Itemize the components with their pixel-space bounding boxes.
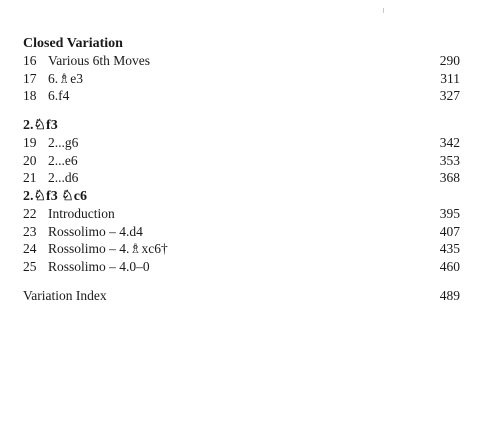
chapter-title: 6.♗e3: [48, 70, 83, 86]
chapter-number: 18: [23, 88, 37, 103]
chapter-title: Rossolimo – 4.♗xc6†: [48, 241, 168, 256]
chapter-title: Rossolimo – 4.d4: [48, 223, 143, 239]
toc-entry[interactable]: [23, 52, 460, 70]
section-heading: 2.♘f3: [23, 118, 58, 133]
page-number: 407: [439, 223, 460, 239]
chapter-title: Rossolimo – 4.0–0: [48, 258, 150, 274]
page-number: 435: [439, 241, 460, 256]
page-number: 342: [439, 135, 460, 150]
chapter-number: 23: [23, 223, 37, 239]
toc-entry[interactable]: [23, 169, 460, 187]
toc-entry[interactable]: [23, 70, 460, 88]
chapter-title: 2...e6: [48, 152, 78, 168]
toc-entry[interactable]: [23, 240, 460, 258]
page-number: 290: [439, 53, 460, 68]
page-number: 395: [439, 206, 460, 221]
toc-section-nf3-nc6: [23, 188, 460, 275]
index-title: Variation Index: [23, 288, 107, 303]
chapter-number: 20: [23, 152, 37, 168]
chapter-number: 24: [23, 241, 37, 256]
page-number: 353: [439, 152, 460, 168]
chapter-number: 25: [23, 258, 37, 274]
page-number: 460: [439, 258, 460, 274]
chapter-title: Introduction: [48, 206, 115, 221]
toc-entry[interactable]: [23, 258, 460, 276]
variation-index-entry[interactable]: [23, 287, 460, 305]
chapter-title: 2...g6: [48, 135, 79, 150]
page-number: 368: [439, 170, 460, 185]
toc-entry[interactable]: [23, 87, 460, 105]
chapter-number: 16: [23, 53, 37, 68]
chapter-number: 22: [23, 206, 37, 221]
chapter-number: 19: [23, 135, 37, 150]
toc-section-closed-variation: [23, 35, 460, 105]
chapter-title: Various 6th Moves: [48, 53, 150, 68]
page-number: 327: [439, 88, 460, 103]
toc-section-nf3: [23, 117, 460, 187]
scan-mark: [383, 8, 384, 13]
section-heading: Closed Variation: [23, 36, 123, 51]
toc-entry[interactable]: [23, 152, 460, 170]
section-heading: 2.♘f3 ♘c6: [23, 189, 87, 204]
chapter-title: 2...d6: [48, 170, 79, 185]
toc-entry[interactable]: [23, 205, 460, 223]
toc-entry[interactable]: [23, 134, 460, 152]
chapter-title: 6.f4: [48, 88, 70, 103]
index-page-number: 489: [439, 288, 460, 303]
toc-entry[interactable]: [23, 223, 460, 241]
chapter-number: 17: [23, 70, 37, 86]
page-number: 311: [440, 70, 460, 86]
chapter-number: 21: [23, 170, 37, 185]
